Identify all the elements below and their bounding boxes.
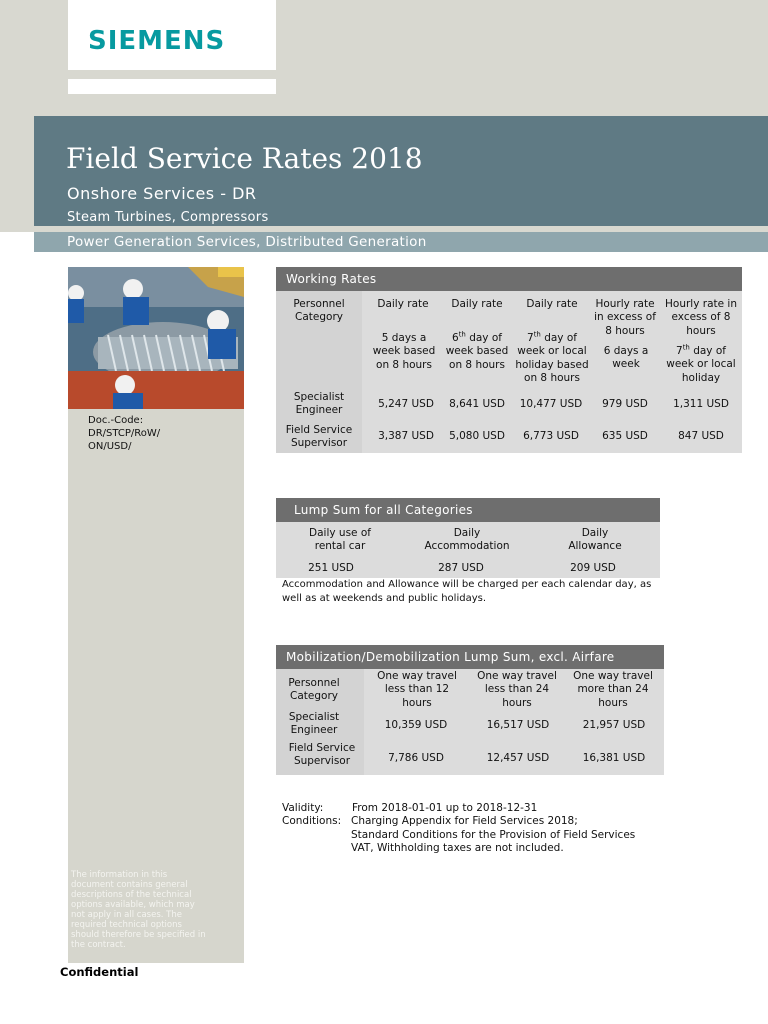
wr-col-sub-daily-7: 7th day of week or local holiday based on 8 hours (515, 330, 589, 385)
wr-col-heading-category: Personnel Category (293, 298, 345, 324)
md-col-heading-more-24h: One way travel more than 24 hours (573, 670, 653, 709)
ls-col-heading-accommodation: Daily Accommodation (424, 527, 510, 553)
subtitle-products: Steam Turbines, Compressors (67, 210, 269, 225)
md-col-heading-category: Personnel Category (288, 677, 340, 703)
disclaimer: The information in this document contains general descriptions of the technical options available, which may not apply in all cases. The required technical options should therefore be specified in the contract. (71, 870, 206, 950)
md-row-value: 12,457 USD (486, 752, 550, 764)
md-row-value: 21,957 USD (582, 719, 646, 731)
lump-sum-title: Lump Sum for all Categories (294, 503, 473, 517)
md-col-heading-24h: One way travel less than 24 hours (477, 670, 557, 709)
ls-value-allowance: 209 USD (570, 562, 616, 574)
condition-line: Charging Appendix for Field Services 2018; (351, 815, 578, 827)
document-code (88, 414, 208, 453)
conditions-label: Conditions: (282, 815, 342, 827)
wr-col-heading-hourly-6: Hourly rate in excess of 8 hours (594, 298, 656, 337)
confidential-label: Confidential (60, 965, 139, 979)
wr-row-value: 1,311 USD (673, 398, 729, 410)
working-rates-title: Working Rates (286, 272, 377, 286)
md-row-value: 16,381 USD (582, 752, 646, 764)
md-row-category: Specialist Engineer (288, 711, 340, 737)
logo-underline-strip (68, 79, 276, 94)
wr-col-sub-daily-6: 6th day of week based on 8 hours (445, 330, 509, 371)
ls-value-accommodation: 287 USD (438, 562, 484, 574)
page-title: Field Service Rates 2018 (66, 142, 423, 175)
wr-row-value: 3,387 USD (378, 430, 434, 442)
wr-row-value: 979 USD (602, 398, 648, 410)
lump-sum-note: Accommodation and Allowance will be charged per each calendar day, as well as at weekends and public holidays. (282, 579, 652, 604)
wr-col-heading-daily-5: Daily rate (377, 298, 429, 310)
wr-row-value: 5,247 USD (378, 398, 434, 410)
wr-col-sub-daily-5: 5 days a week based on 8 hours (372, 332, 436, 371)
md-row-category: Field Service Supervisor (288, 742, 356, 768)
validity-label: Validity: (282, 802, 324, 814)
working-rates-header (276, 267, 742, 291)
wr-row-value: 5,080 USD (449, 430, 505, 442)
validity-value: From 2018-01-01 up to 2018-12-31 (352, 802, 538, 814)
ls-col-heading-allowance: Daily Allowance (568, 527, 622, 553)
wr-row-category: Field Service Supervisor (285, 424, 353, 450)
doc-code-label: Doc.-Code: (88, 415, 144, 426)
md-row-value: 16,517 USD (486, 719, 550, 731)
condition-line: Standard Conditions for the Provision of Field Services (351, 829, 636, 841)
wr-row-value: 8,641 USD (449, 398, 505, 410)
wr-col-heading-hourly-7: Hourly rate in excess of 8 hours (665, 298, 737, 337)
wr-row-value: 847 USD (678, 430, 724, 442)
wr-row-value: 10,477 USD (519, 398, 583, 410)
condition-line: VAT, Withholding taxes are not included. (351, 842, 564, 854)
wr-col-heading-daily-6: Daily rate (451, 298, 503, 310)
wr-col-sub-hourly-7: 7th day of week or local holiday (666, 343, 736, 384)
doc-code-line-2: ON/USD/ (88, 441, 132, 452)
ls-value-rental-car: 251 USD (308, 562, 354, 574)
ls-col-heading-rental-car: Daily use of rental car (309, 527, 371, 553)
wr-col-sub-hourly-6: 6 days a week (603, 345, 649, 371)
md-row-value: 10,359 USD (384, 719, 448, 731)
wr-row-value: 6,773 USD (523, 430, 579, 442)
subtitle: Onshore Services - DR (67, 184, 257, 203)
division-label: Power Generation Services, Distributed Generation (67, 234, 427, 250)
lump-sum-header (276, 498, 660, 522)
md-row-value: 7,786 USD (388, 752, 444, 764)
wr-col-heading-daily-7: Daily rate (526, 298, 578, 310)
doc-code-line-1: DR/STCP/RoW/ (88, 428, 161, 439)
turbine-photo-icon (68, 267, 244, 409)
md-col-heading-12h: One way travel less than 12 hours (377, 670, 457, 709)
mobilization-title: Mobilization/Demobilization Lump Sum, excl. Airfare (286, 650, 615, 664)
mobilization-header (276, 645, 664, 669)
wr-row-value: 635 USD (602, 430, 648, 442)
wr-row-category: Specialist Engineer (293, 391, 345, 417)
siemens-logo: SIEMENS (88, 26, 226, 56)
